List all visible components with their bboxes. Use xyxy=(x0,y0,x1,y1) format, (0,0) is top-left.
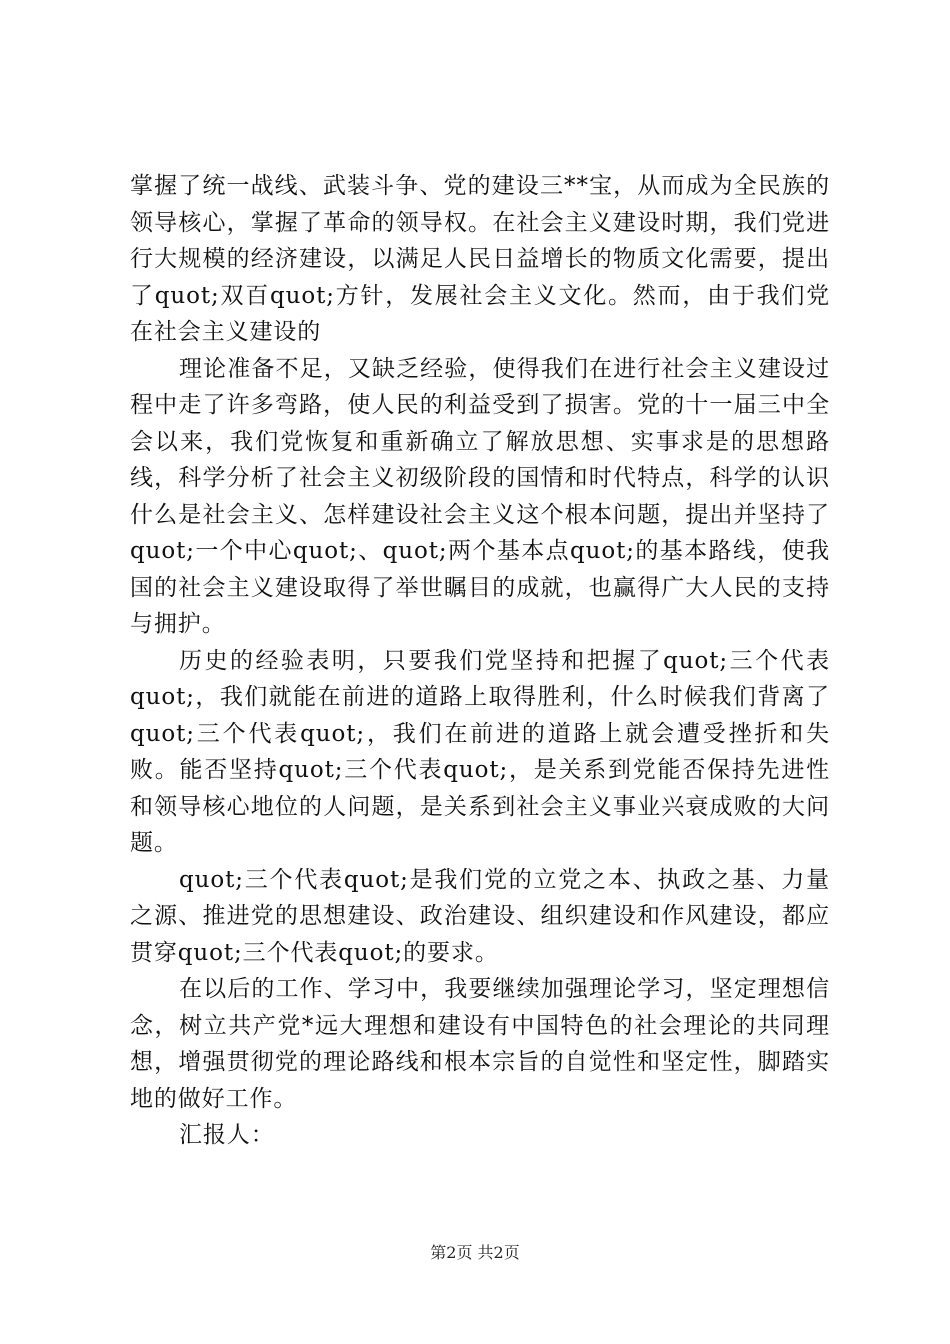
paragraph-future-work: 在以后的工作、学习中，我要继续加强理论学习，坚定理想信念，树立共产党*远大理想和建设有中国特色的社会理论的共同理想，增强贯彻党的理论路线和根本宗旨的自觉性和坚定性，脚踏实地的做好工作。 xyxy=(130,976,830,1112)
paragraph-history: 历史的经验表明，只要我们党坚持和把握了quot;三个代表quot;，我们就能在前进的道路上取得胜利，什么时候我们背离了quot;三个代表quot;，我们在前进的道路上就会遭受挫折和失败。能否坚持quot;三个代表quot;，是关系到党能否保持先进性和领导核心地位的人问题，是关系到社会主义事业兴衰成败的大问题。 xyxy=(130,647,830,856)
paragraph-continuation: 掌握了统一战线、武装斗争、党的建设三**宝，从而成为全民族的领导核心，掌握了革命的领导权。在社会主义建设时期，我们党进行大规模的经济建设，以满足人民日益增长的物质文化需要，提出了quot;双百quot;方针，发展社会主义文化。然而，由于我们党在社会主义建设的 xyxy=(130,173,830,345)
page-number-footer: 第2页 共2页 xyxy=(430,1243,520,1262)
document-body xyxy=(130,168,830,1154)
reporter-signature-line: 汇报人： xyxy=(179,1122,275,1148)
paragraph-theory: 理论准备不足，又缺乏经验，使得我们在进行社会主义建设过程中走了许多弯路，使人民的利益受到了损害。党的十一届三中全会以来，我们党恢复和重新确立了解放思想、实事求是的思想路线，科学分析了社会主义初级阶段的国情和时代特点，科学的认识什么是社会主义、怎样建设社会主义这个根本问题，提出并坚持了quot;一个中心quot;、quot;两个基本点quot;的基本路线，使我国的社会主义建设取得了举世瞩目的成就，也赢得广大人民的支持与拥护。 xyxy=(130,355,830,637)
paragraph-three-represents: quot;三个代表quot;是我们党的立党之本、执政之基、力量之源、推进党的思想建设、政治建设、组织建设和作风建设，都应贯穿quot;三个代表quot;的要求。 xyxy=(130,866,830,966)
